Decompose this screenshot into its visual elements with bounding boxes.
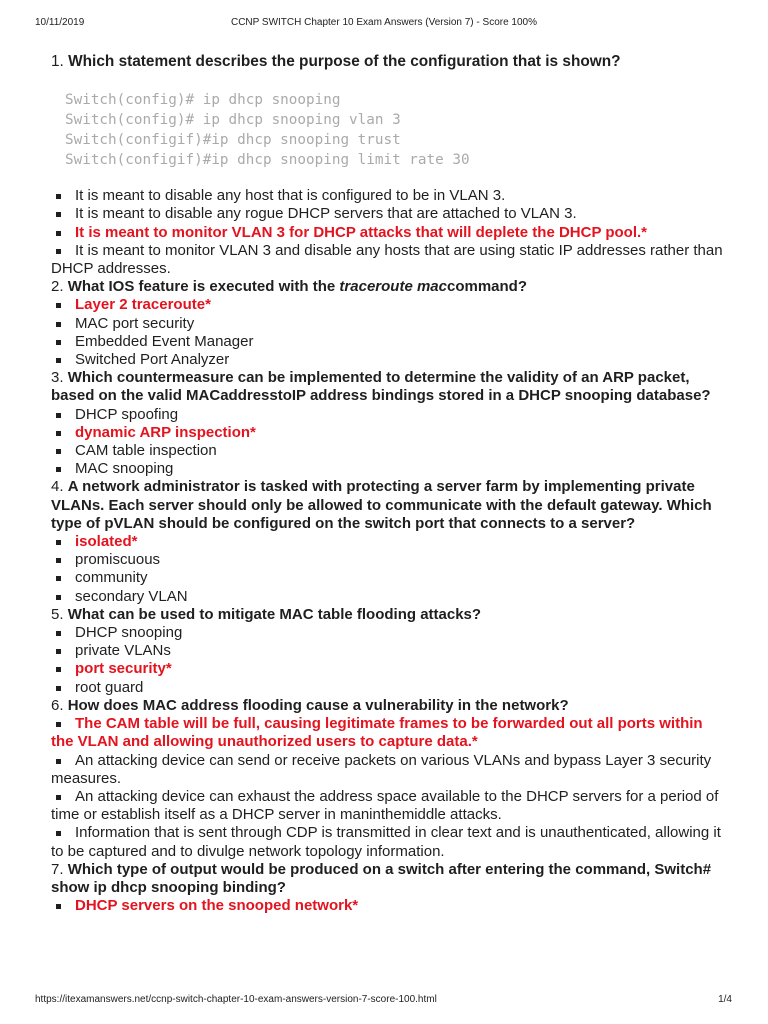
question-text: Which type of output would be produced on a switch after entering the command, Switch# show ip dhcp snooping binding?	[51, 860, 712, 896]
bullet-icon	[56, 686, 61, 691]
question-text: What IOS feature is executed with the traceroute maccommand?	[67, 278, 527, 296]
answer-option: Information that is sent through CDP is transmitted in clear text and is unauthenticated, allowing it to be captured and to divulge network topology information.	[51, 824, 721, 860]
answer-list	[51, 715, 729, 861]
question-7	[51, 861, 729, 897]
answer-list	[51, 406, 729, 479]
question-text: A network administrator is tasked with protecting a server farm by implementing private VLANs. Each server should only be allowed to communicate with the default gateway. Which type of pVLAN should be configured on the switch port that connects to a server?	[51, 478, 712, 532]
answer-option: root guard	[51, 679, 729, 697]
answer-option: Switched Port Analyzer	[51, 351, 729, 369]
bullet-icon	[56, 540, 61, 545]
question-5	[51, 606, 729, 624]
question-number: 2.	[51, 278, 64, 296]
answer-option: It is meant to monitor VLAN 3 and disable any hosts that are using static IP addresses rather than DHCP addresses.	[51, 241, 723, 278]
question-number: 7.	[51, 860, 64, 878]
answer-option: It is meant to disable any rogue DHCP servers that are attached to VLAN 3.	[51, 205, 729, 223]
question-2	[51, 278, 729, 296]
exam-content	[51, 53, 729, 915]
question-text: Which statement describes the purpose of the configuration that is shown?	[68, 53, 621, 70]
bullet-icon	[56, 358, 61, 363]
bullet-icon	[56, 449, 61, 454]
answer-list	[51, 187, 729, 278]
bullet-icon	[56, 467, 61, 472]
bullet-icon	[56, 831, 61, 836]
bullet-icon	[56, 759, 61, 764]
bullet-icon	[56, 649, 61, 654]
answer-list	[51, 533, 729, 606]
bullet-icon	[56, 322, 61, 327]
bullet-icon	[56, 340, 61, 345]
answer-list	[51, 897, 729, 915]
bullet-icon	[56, 595, 61, 600]
question-number: 5.	[51, 605, 64, 623]
answer-option: An attacking device can exhaust the address space available to the DHCP servers for a period of time or establish itself as a DHCP server in maninthemiddle attacks.	[51, 787, 719, 824]
question-6	[51, 697, 729, 715]
answer-option-correct: It is meant to monitor VLAN 3 for DHCP attacks that will deplete the DHCP pool.*	[51, 224, 729, 242]
answer-option-correct: isolated*	[51, 533, 729, 551]
question-text: Which countermeasure can be implemented to determine the validity of an ARP packet, based on the valid MACaddresstoIP address bindings stored in a DHCP snooping database?	[51, 369, 711, 405]
answer-option: DHCP snooping	[51, 624, 729, 642]
bullet-icon	[56, 795, 61, 800]
bullet-icon	[56, 231, 61, 236]
command-name: traceroute mac	[339, 278, 447, 296]
bullet-icon	[56, 576, 61, 581]
question-4	[51, 478, 729, 533]
question-3	[51, 369, 729, 405]
answer-option: An attacking device can send or receive packets on various VLANs and bypass Layer 3 security measures.	[51, 751, 712, 787]
bullet-icon	[56, 904, 61, 909]
answer-option: CAM table inspection	[51, 442, 729, 460]
question-number: 4.	[51, 478, 64, 496]
answer-option: private VLANs	[51, 642, 729, 660]
answer-option-correct: port security*	[51, 660, 729, 678]
page-number: 1/4	[718, 994, 732, 1005]
question-number: 1.	[51, 53, 64, 70]
answer-option-correct: DHCP servers on the snooped network*	[51, 897, 729, 915]
answer-option-correct: The CAM table will be full, causing legitimate frames to be forwarded out all ports within the VLAN and allowing unauthorized users to capture data.*	[51, 715, 703, 751]
answer-option: It is meant to disable any host that is configured to be in VLAN 3.	[51, 187, 729, 205]
bullet-icon	[56, 558, 61, 563]
answer-option: MAC snooping	[51, 460, 729, 478]
config-code-block: Switch(config)# ip dhcp snooping Switch(config)# ip dhcp snooping vlan 3 Switch(configif)#ip dhcp snooping trust Switch(configif)#ip dhcp snooping limit rate 30	[65, 92, 470, 169]
answer-option: Embedded Event Manager	[51, 333, 729, 351]
answer-option-correct: Layer 2 traceroute*	[51, 296, 729, 314]
page-header	[0, 17, 768, 31]
bullet-icon	[56, 431, 61, 436]
answer-option: promiscuous	[51, 551, 729, 569]
question-1	[51, 53, 729, 71]
bullet-icon	[56, 667, 61, 672]
bullet-icon	[56, 249, 61, 254]
answer-option-correct: dynamic ARP inspection*	[51, 424, 729, 442]
question-text: How does MAC address flooding cause a vulnerability in the network?	[67, 696, 569, 714]
bullet-icon	[56, 212, 61, 217]
answer-option: MAC port security	[51, 315, 729, 333]
answer-option: community	[51, 569, 729, 587]
answer-option: DHCP spoofing	[51, 406, 729, 424]
answer-option: secondary VLAN	[51, 588, 729, 606]
bullet-icon	[56, 194, 61, 199]
question-number: 6.	[51, 696, 64, 714]
answer-list	[51, 296, 729, 369]
page-title: CCNP SWITCH Chapter 10 Exam Answers (Version 7) - Score 100%	[230, 17, 538, 28]
question-number: 3.	[51, 369, 64, 387]
bullet-icon	[56, 303, 61, 308]
bullet-icon	[56, 413, 61, 418]
print-date: 10/11/2019	[35, 17, 85, 28]
bullet-icon	[56, 722, 61, 727]
source-url: https://itexamanswers.net/ccnp-switch-chapter-10-exam-answers-version-7-score-100.html	[35, 994, 437, 1005]
bullet-icon	[56, 631, 61, 636]
answer-list	[51, 624, 729, 697]
question-text: What can be used to mitigate MAC table flooding attacks?	[67, 605, 482, 623]
